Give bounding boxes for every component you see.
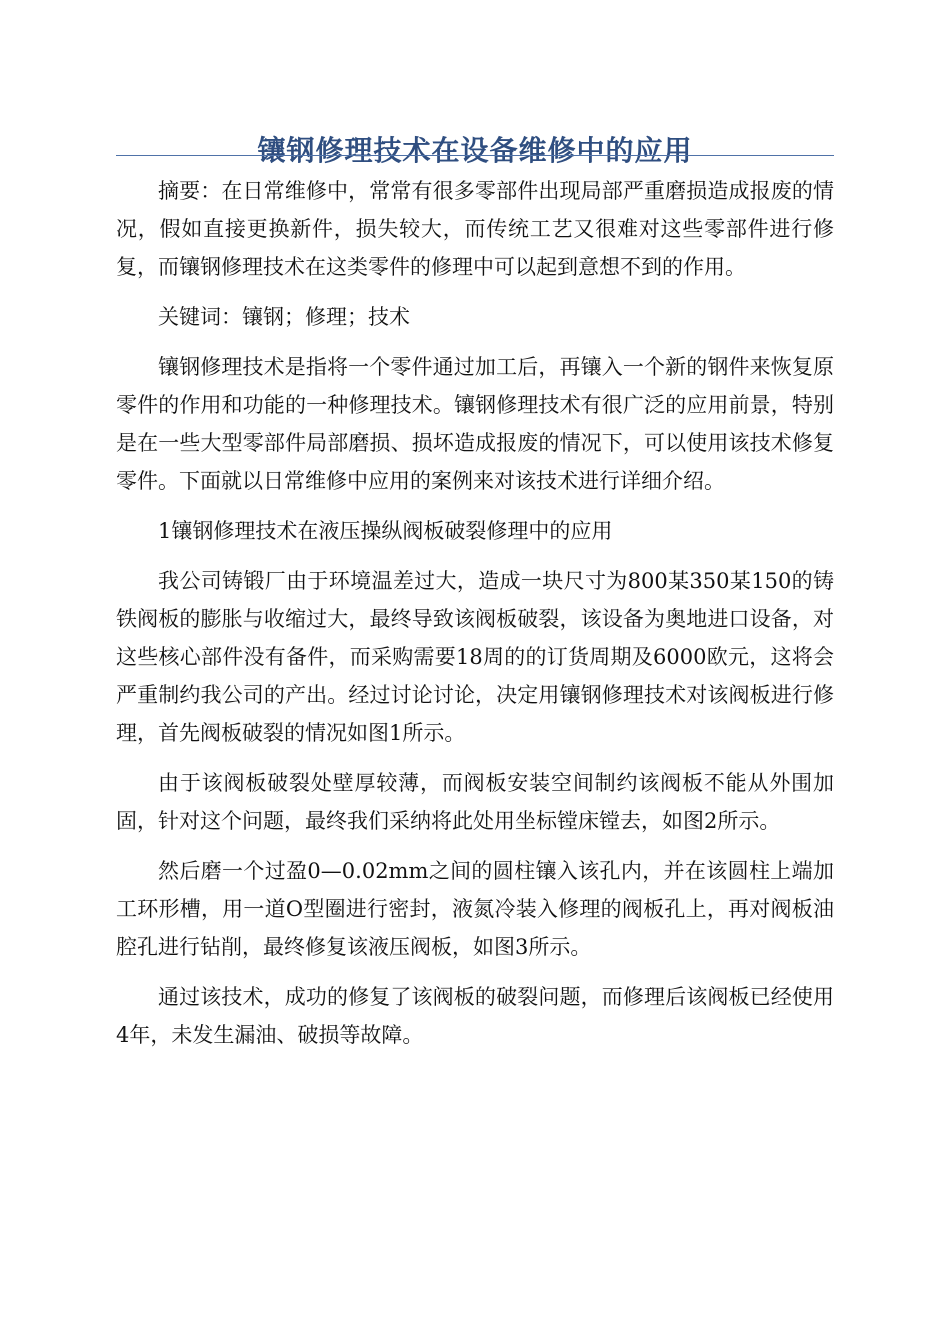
intro-paragraph: 镶钢修理技术是指将一个零件通过加工后，再镶入一个新的钢件来恢复原零件的作用和功能的一种修理技术。镶钢修理技术有很广泛的应用前景，特别是在一些大型零部件局部磨损、损坏造成报废的情况下，可以使用该技术修复零件。下面就以日常维修中应用的案例来对该技术进行详细介绍。	[116, 355, 834, 493]
title-underline	[116, 155, 834, 156]
section-heading: 1镶钢修理技术在液压操纵阀板破裂修理中的应用	[158, 519, 613, 543]
abstract-paragraph: 摘要：在日常维修中，常常有很多零部件出现局部严重磨损造成报废的情况，假如直接更换新件，损失较大，而传统工艺又很难对这些零部件进行修复，而镶钢修理技术在这类零件的修理中可以起到意想不到的作用。	[116, 179, 834, 279]
document-body	[116, 172, 834, 1066]
keywords-paragraph: 关键词：镶钢；修理；技术	[158, 305, 410, 329]
body-paragraph: 我公司铸锻厂由于环境温差过大，造成一块尺寸为800某350某150的铸铁阀板的膨胀与收缩过大，最终导致该阀板破裂，该设备为奥地进口设备，对这些核心部件没有备件，而采购需要18周的的订货周期及6000欧元，这将会严重制约我公司的产出。经过讨论讨论，决定用镶钢修理技术对该阀板进行修理，首先阀板破裂的情况如图1所示。	[116, 569, 834, 745]
body-paragraph: 由于该阀板破裂处壁厚较薄，而阀板安装空间制约该阀板不能从外围加固，针对这个问题，最终我们采纳将此处用坐标镗床镗去，如图2所示。	[116, 771, 834, 833]
body-paragraph: 然后磨一个过盈0—0.02mm之间的圆柱镶入该孔内，并在该圆柱上端加工环形槽，用一道O型圈进行密封，液氮冷装入修理的阀板孔上，再对阀板油腔孔进行钻削，最终修复该液压阀板，如图3所示。	[116, 859, 834, 959]
document-title: 镶钢修理技术在设备维修中的应用	[257, 133, 693, 167]
body-paragraph: 通过该技术，成功的修复了该阀板的破裂问题，而修理后该阀板已经使用4年，未发生漏油、破损等故障。	[116, 985, 834, 1047]
